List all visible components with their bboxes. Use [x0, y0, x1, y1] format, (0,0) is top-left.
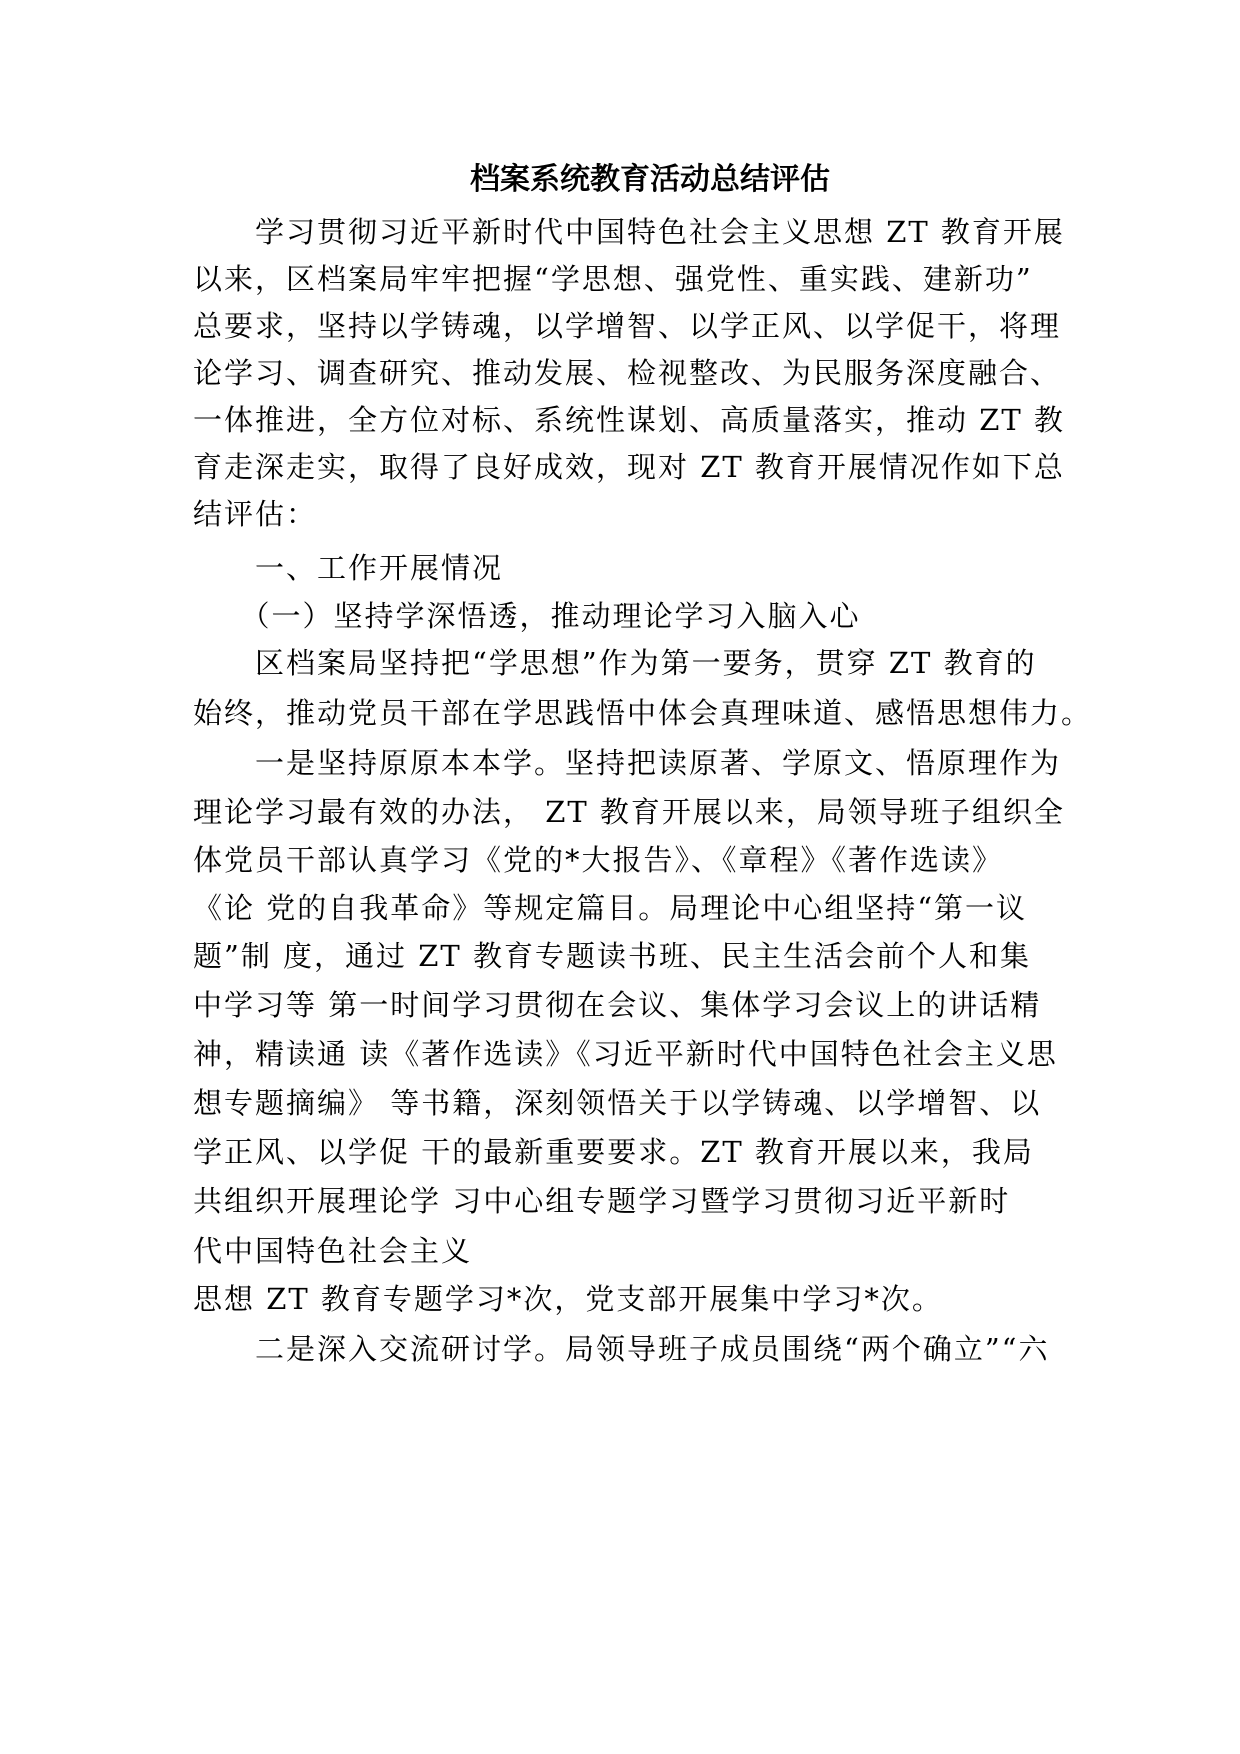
- paragraph-line: 理论学习最有效的办法， ZT 教育开展以来，局领导班子组织全: [193, 795, 1065, 829]
- paragraph-line: 中学习等 第一时间学习贯彻在会议、集体学习会议上的讲话精: [193, 988, 1042, 1022]
- paragraph-line: 区档案局坚持把“学思想”作为第一要务，贯穿 ZT 教育的: [193, 646, 1037, 680]
- paragraph-line: 共组织开展理论学 习中心组专题学习暨学习贯彻习近平新时: [193, 1184, 1011, 1218]
- paragraph-line: 神，精读通 读《著作选读》《习近平新时代中国特色社会主义思: [193, 1037, 1058, 1071]
- paragraph-line: 总要求，坚持以学铸魂，以学增智、以学正风、以学促干，将理: [193, 309, 1062, 343]
- paragraph-line: 一是坚持原原本本学。坚持把读原著、学原文、悟原理作为: [193, 746, 1062, 780]
- paragraph-line: 体党员干部认真学习《党的*大报告》、《章程》《著作选读》: [193, 843, 1004, 877]
- section-heading: 一、工作开展情况: [193, 551, 504, 585]
- paragraph-line: 以来，区档案局牢牢把握“学思想、强党性、重实践、建新功”: [193, 262, 1033, 296]
- subsection-heading: （一）坚持学深悟透，推动理论学习入脑入心: [193, 599, 861, 633]
- paragraph-line: 一体推进，全方位对标、系统性谋划、高质量落实，推动 ZT 教: [193, 403, 1065, 437]
- paragraph-line: 二是深入交流研讨学。局领导班子成员围绕“两个确立”“六: [193, 1332, 1050, 1366]
- paragraph-line: 学习贯彻习近平新时代中国特色社会主义思想 ZT 教育开展: [193, 215, 1065, 249]
- paragraph-line: 论学习、调查研究、推动发展、检视整改、为民服务深度融合、: [193, 356, 1062, 390]
- paragraph-line: 思想 ZT 教育专题学习*次，党支部开展集中学习*次。: [193, 1282, 943, 1316]
- paragraph-line: 想专题摘编》 等书籍，深刻领悟关于以学铸魂、以学增智、以: [193, 1086, 1042, 1120]
- paragraph-line: 始终，推动党员干部在学思践悟中体会真理味道、感悟思想伟力。: [193, 696, 1093, 730]
- document-title: 档案系统教育活动总结评估: [470, 162, 830, 197]
- paragraph-line: 题”制 度，通过 ZT 教育专题读书班、民主生活会前个人和集: [193, 939, 1031, 973]
- paragraph-line: 《论 党的自我革命》等规定篇目。局理论中心组坚持“第一议: [193, 891, 1028, 925]
- paragraph-line: 学正风、以学促 干的最新重要要求。ZT 教育开展以来，我局: [193, 1135, 1034, 1169]
- paragraph-line: 代中国特色社会主义: [193, 1234, 473, 1268]
- paragraph-line: 结评估：: [193, 497, 318, 531]
- paragraph-line: 育走深走实，取得了良好成效，现对 ZT 教育开展情况作如下总: [193, 450, 1065, 484]
